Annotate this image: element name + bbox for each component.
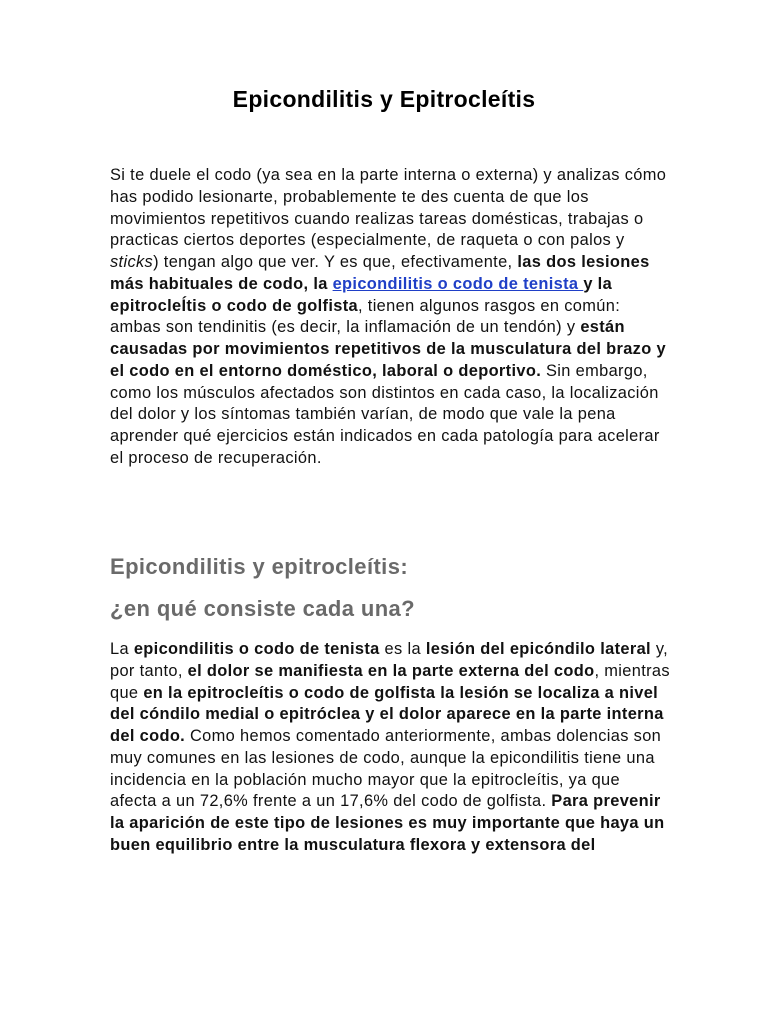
epicondilitis-link[interactable]: epicondilitis o codo de tenista xyxy=(332,274,584,293)
intro-text-4: Sin embargo, como los músculos afectados son distintos en cada caso, la localización del dolor y los síntomas también varían, de modo que vale la pena aprender qué ejercicios están indicados en cada patología para acelerar el proceso de recuperación. xyxy=(110,361,660,467)
section-text-4: , mientras que xyxy=(110,661,670,702)
section-body-paragraph xyxy=(110,639,670,857)
intro-italic-sticks: sticks xyxy=(110,253,154,271)
section-bold-3: el dolor se manifiesta en la parte externa del codo xyxy=(187,661,595,680)
section-text-5: Como hemos comentado anteriormente, ambas dolencias son muy comunes en las lesiones de codo, aunque la epicondilitis tiene una incidencia en la población mucho mayor que la epitrocleítis, ya que afecta a un 72,6% frente a un 17,6% del codo de golfista. xyxy=(110,727,662,811)
section-heading-line-1: Epicondilitis y epitrocleítis: xyxy=(110,554,409,579)
intro-text-3: , tienen algunos rasgos en común: ambas son tendinitis (es decir, la inflamación de un tendón) y xyxy=(110,296,621,337)
intro-text-1: Si te duele el codo (ya sea en la parte interna o externa) y analizas cómo has podido lesionarte, probablemente te des cuenta de que los movimientos repetitivos cuando realizas tareas domésticas, trabajas o practicas ciertos deportes (especialmente, de raqueta o con palos y xyxy=(110,166,667,250)
section-text-3: y, por tanto, xyxy=(110,640,669,680)
section-heading-line-2: ¿en qué consiste cada una? xyxy=(110,596,416,621)
intro-bold-1: las dos lesiones más habituales de codo, la xyxy=(110,253,650,293)
section-bold-4: en la epitrocleítis o codo de golfista la lesión se localiza a nivel del cóndilo medial o epitróclea y el dolor aparece en la parte interna del codo. xyxy=(110,683,664,745)
intro-text-2: ) tengan algo que ver. Y es que, efectivamente, xyxy=(153,253,518,271)
section-bold-5: Para prevenir la aparición de este tipo de lesiones es muy importante que haya un buen equilibrio entre la musculatura flexora y extensora del xyxy=(110,792,665,854)
section-text-2: es la xyxy=(379,640,426,658)
section-bold-2: lesión del epicóndilo lateral xyxy=(425,640,651,658)
section-text-1: La xyxy=(110,640,134,658)
section-bold-1: epicondilitis o codo de tenista xyxy=(133,640,380,658)
document-title: Epicondilitis y Epitrocleítis xyxy=(232,86,536,112)
intro-paragraph xyxy=(110,165,670,470)
intro-bold-3: están causadas por movimientos repetitivos de la musculatura del brazo y el codo en el entorno doméstico, laboral o deportivo. xyxy=(110,318,666,380)
intro-bold-2: y la epitrocleÍtis o codo de golfista xyxy=(110,274,613,315)
